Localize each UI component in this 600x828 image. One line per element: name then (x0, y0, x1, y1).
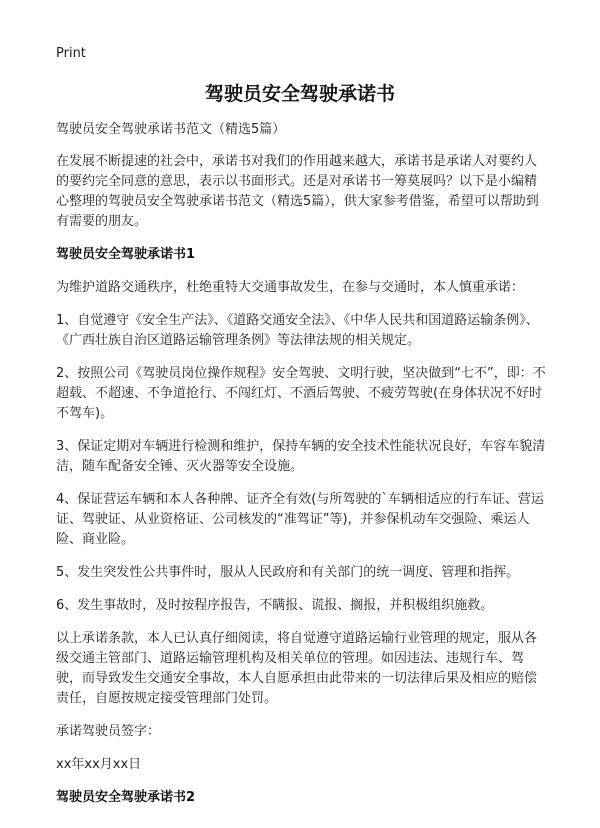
closing-paragraph: 以上承诺条款，本人已认真仔细阅读，将自觉遵守道路运输行业管理的规定，服从各级交通主管部门、道路运输管理机构及相关单位的管理。如因违法、违规行车、驾驶，而导致发生交通安全事故，本人自愿承担由此带来的一切法律后果及相应的赔偿责任，自愿按规定接受管理部门处罚。 (56, 631, 538, 706)
print-link[interactable]: Print (56, 46, 86, 61)
pledge-item-2: 2、按照公司《驾驶员岗位操作规程》安全驾驶、文明行驶，坚决做到“七不”，即：不超载、不超速、不争道抢行、不闯红灯、不酒后驾驶、不疲劳驾驶(在身体状况不好时不驾车)。 (56, 366, 546, 421)
date-line: xx年xx月xx日 (56, 757, 142, 772)
pledge-item-5: 5、发生突发性公共事件时，服从人民政府和有关部门的统一调度、管理和指挥。 (56, 565, 520, 580)
document-subtitle: 驾驶员安全驾驶承诺书范文（精选5篇） (56, 122, 286, 137)
pledge-item-6: 6、发生事故时，及时按程序报告，不瞒报、谎报、搁报，并积极组织施救。 (56, 598, 494, 613)
section-2-heading: 驾驶员安全驾驶承诺书2 (56, 790, 196, 805)
document-title: 驾驶员安全驾驶承诺书 (204, 83, 395, 105)
pledge-item-4: 4、保证营运车辆和本人各种牌、证齐全有效(与所驾驶的`车辆相适应的行车证、营运证、驾驶证、从业资格证、公司核发的“准驾证”等)，并参保机动车交强险、乘运人险、商业险。 (56, 492, 544, 547)
pledge-item-1: 1、自觉遵守《安全生产法》、《道路交通安全法》、《中华人民共和国道路运输条例》、《广西壮族自治区道路运输管理条例》等法律法规的相关规定。 (56, 313, 539, 348)
section-1-heading: 驾驶员安全驾驶承诺书1 (56, 247, 196, 262)
document-body (56, 120, 548, 821)
pledge-item-3: 3、保证定期对车辆进行检测和维护，保持车辆的安全技术性能状况良好，车容车貌清洁，随车配备安全锤、灭火器等安全设施。 (56, 439, 546, 474)
section-1-lead: 为维护道路交通秩序，杜绝重特大交通事故发生，在参与交通时，本人慎重承诺： (56, 280, 525, 295)
intro-paragraph: 在发展不断提速的社会中，承诺书对我们的作用越来越大，承诺书是承诺人对要约人的要约完全同意的意思，表示以书面形式。还是对承诺书一筹莫展吗？以下是小编精心整理的驾驶员安全驾驶承诺书范文（精选5篇），供大家参考借鉴，希望可以帮助到有需要的朋友。 (56, 154, 539, 229)
signature-label: 承诺驾驶员签字： (56, 724, 161, 739)
